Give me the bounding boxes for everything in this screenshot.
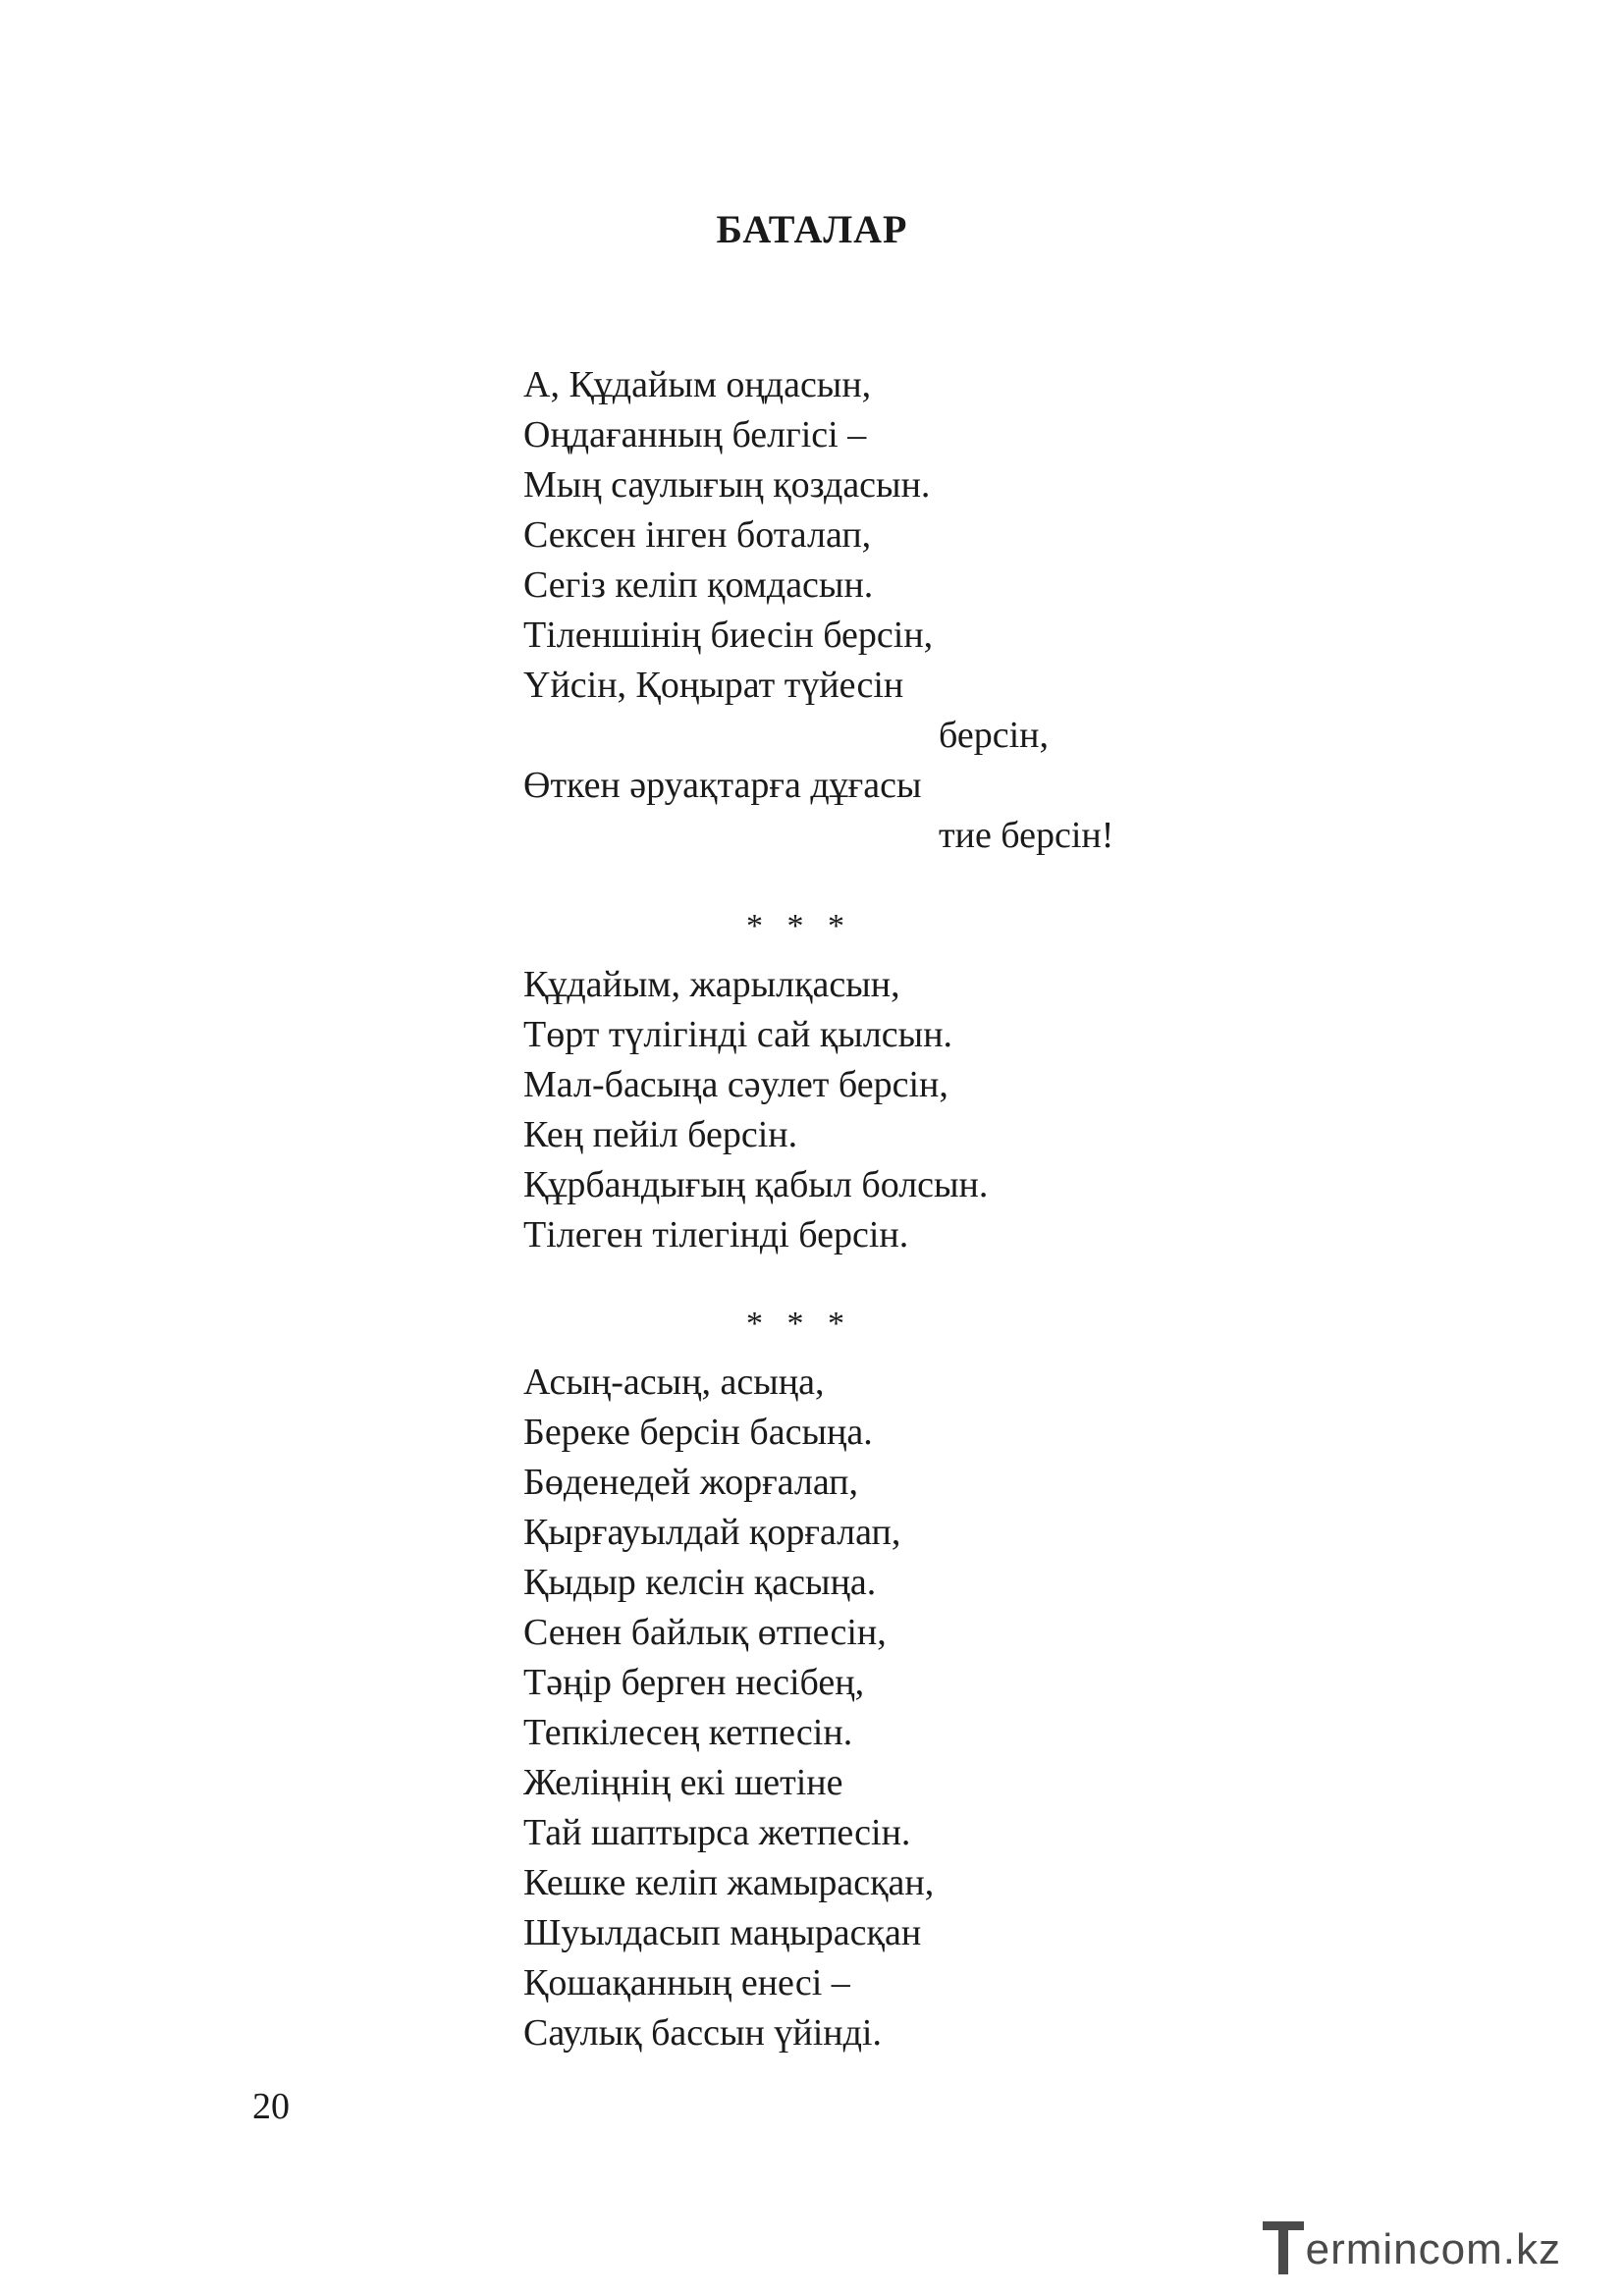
poem-line: Қошақанның енесі – [523, 1962, 850, 2003]
poem-line: Бөденедей жорғалап, [523, 1462, 859, 1503]
poem-line: Кешке келіп жамырасқан, [523, 1862, 935, 1903]
page-title: БАТАЛАР [716, 207, 908, 251]
page-number: 20 [252, 2086, 290, 2127]
stanza-2 [523, 960, 1309, 1260]
stanza-separator: * * * [746, 1306, 852, 1342]
poem-line: Сенен байлық өтпесін, [523, 1612, 887, 1653]
poem-line: Оңдағанның белгісі – [523, 414, 867, 455]
poem-line-continuation: берсін, [939, 715, 1049, 756]
poem-line: Қырғауылдай қорғалап, [523, 1512, 901, 1553]
poem-line: Саулық бассын үйінді. [523, 2012, 882, 2054]
poem-line: Үйсін, Қоңырат түйесін [523, 665, 904, 706]
poem-line: Өткен әруақтарға дұғасы [523, 765, 922, 806]
poem-line: Тепкілесең кетпесін. [523, 1712, 853, 1753]
poem-line: Сегіз келіп қомдасын. [523, 564, 874, 606]
poem-line: Мал-басыңа сәулет берсін, [523, 1064, 948, 1105]
poem-line: Тай шаптырса жетпесін. [523, 1812, 911, 1853]
watermark-text: ermincom.kz [1305, 2225, 1561, 2273]
stanza-1 [523, 360, 1309, 861]
poem-line: Береке берсін басыңа. [523, 1412, 873, 1453]
poem-line: Құрбандығың қабыл болсын. [523, 1164, 989, 1205]
poem-line: Тілеген тілегінді берсін. [523, 1214, 909, 1255]
poem-line: Сексен інген боталап, [523, 514, 872, 556]
poem-line: Желіңнің екі шетіне [523, 1762, 843, 1803]
watermark [1263, 2206, 1561, 2274]
stanza-3 [523, 1358, 1309, 2058]
poem-line: Шуылдасып маңырасқан [523, 1912, 922, 1953]
poem-line: Құдайым, жарылқасын, [523, 964, 900, 1005]
poem-line: Асың-асың, асыңа, [523, 1362, 825, 1403]
poem-line: Тіленшінің биесін берсін, [523, 614, 934, 656]
poem-line: Кең пейіл берсін. [523, 1114, 798, 1155]
stanza-separator: * * * [746, 908, 852, 944]
terminco-logo-icon [1263, 2221, 1304, 2274]
poem-line: А, Құдайым оңдасын, [523, 364, 872, 405]
poem-line: Қыдыр келсін қасыңа. [523, 1562, 877, 1603]
poem-line-continuation: тие берсін! [939, 815, 1114, 856]
poem-line: Тәңір берген несібең, [523, 1662, 865, 1703]
poem-line: Мың саулығың қоздасын. [523, 464, 931, 506]
poem-line: Төрт түлігінді сай қылсын. [523, 1014, 953, 1055]
